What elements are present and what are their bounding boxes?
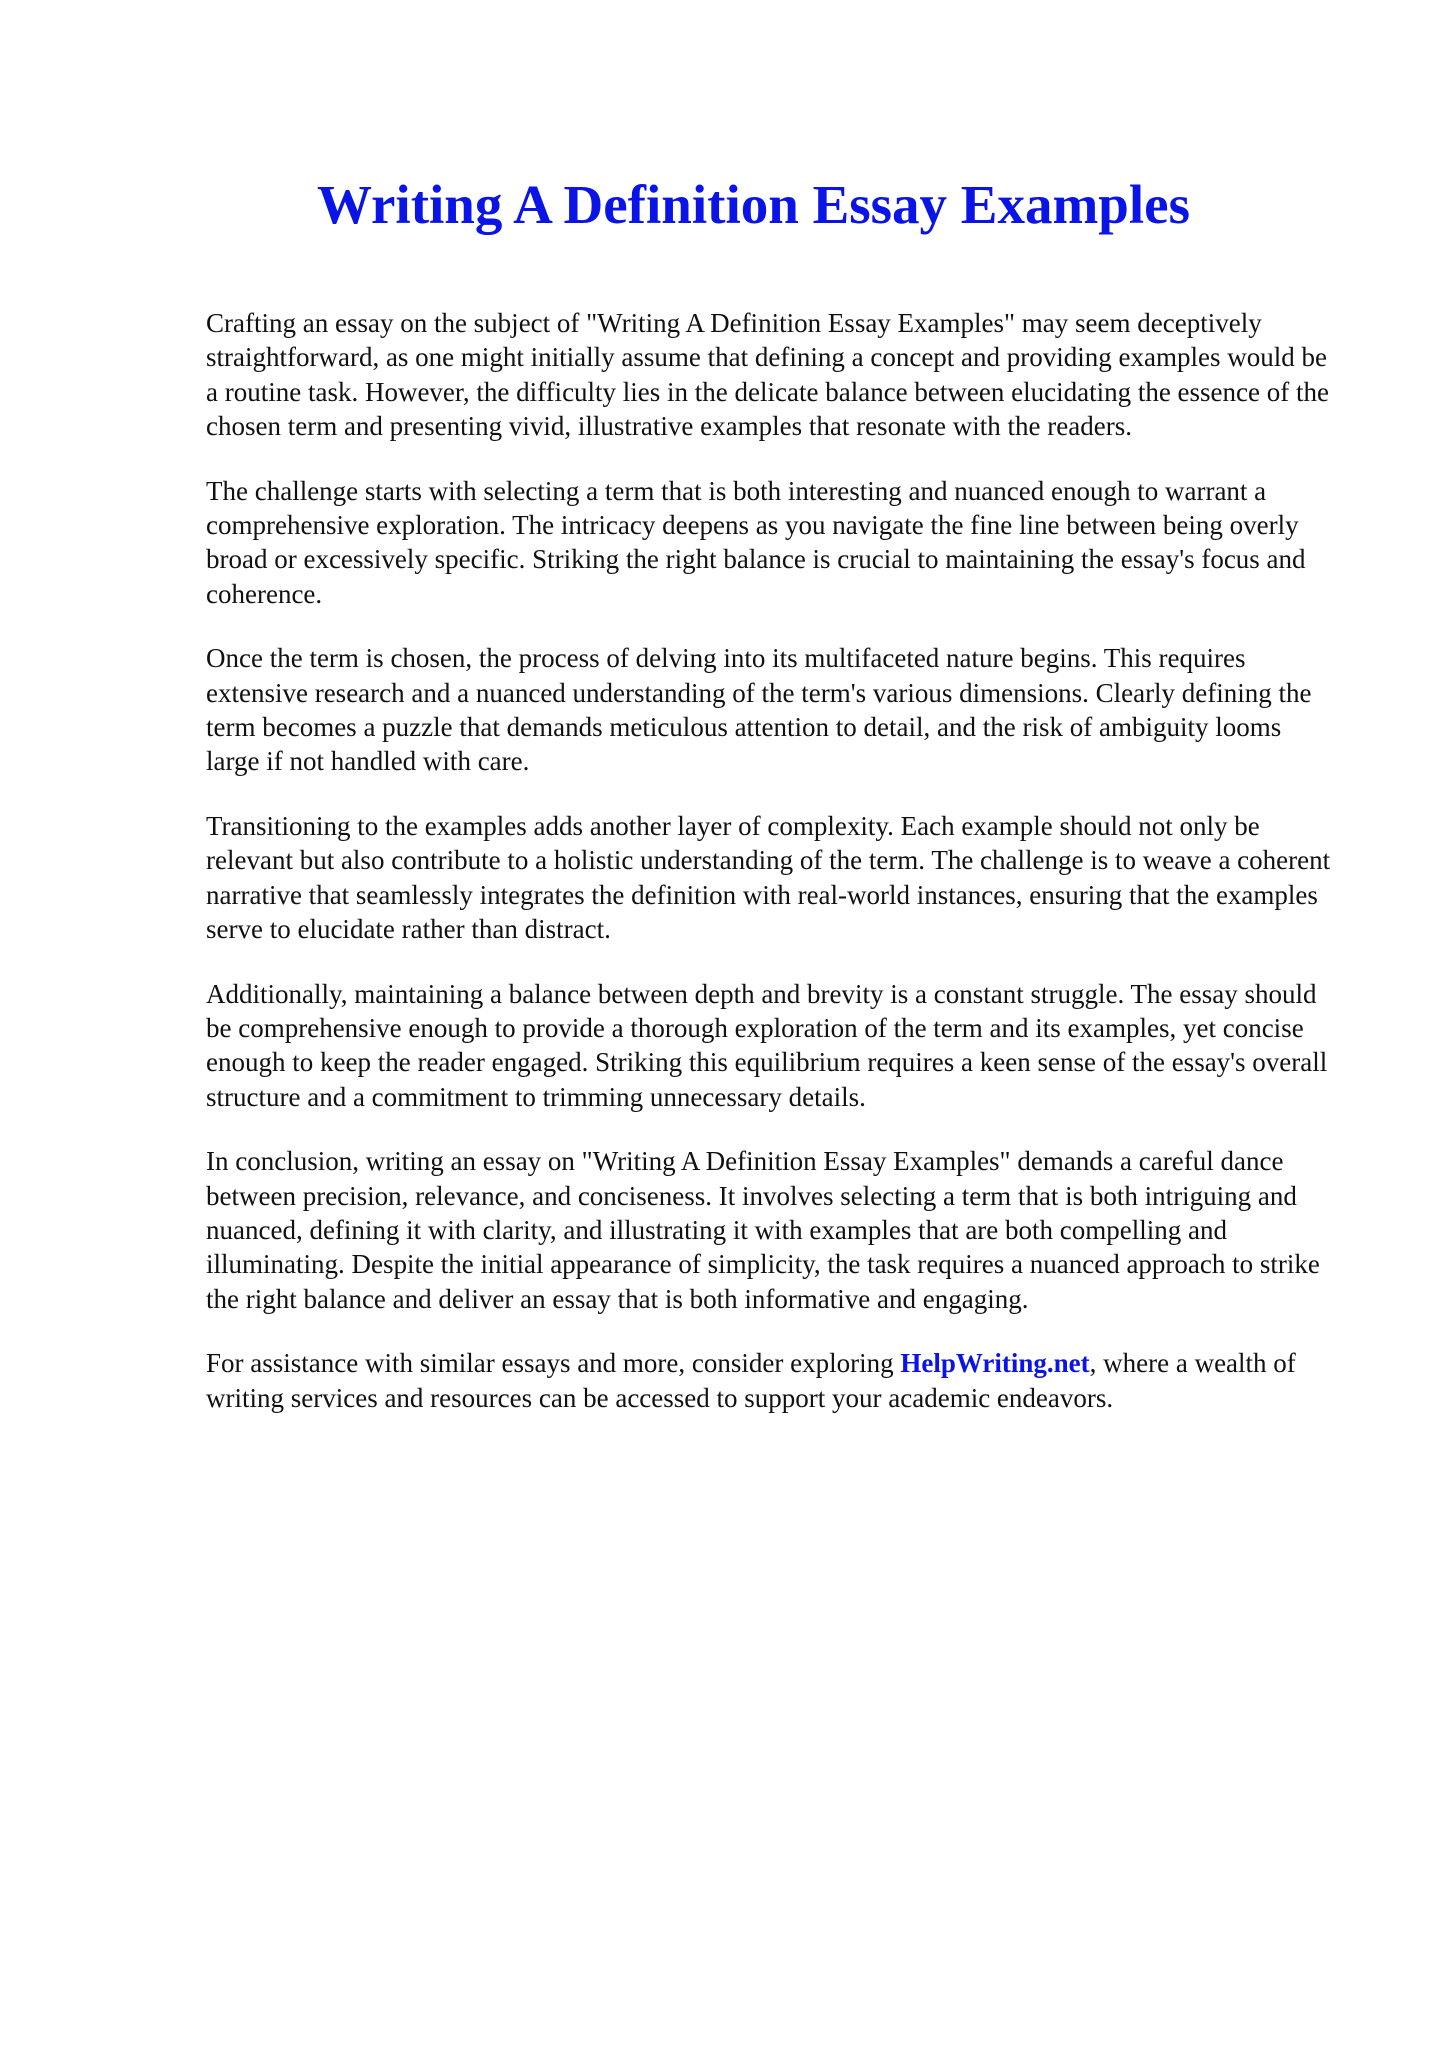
closing-text-after: , where a wealth of writing services and resources can be accessed to support your academic endeavors. [206,1348,1296,1413]
paragraph-5: Additionally, maintaining a balance between depth and brevity is a constant struggle. The essay should be comprehensive enough to provide a thorough exploration of the term and its examples, yet concise enough to keep the reader engaged. Striking this equilibrium requires a keen sense of the essay's overall structure and a commitment to trimming unnecessary details. [206,978,1328,1112]
closing-paragraph [206,1346,1336,1415]
paragraph-6: In conclusion, writing an essay on "Writing A Definition Essay Examples" demands a careful dance between precision, relevance, and conciseness. It involves selecting a term that is both intriguing and nuanced, defining it with clarity, and illustrating it with examples that are both compelling and illuminating. Despite the initial appearance of simplicity, the task requires a nuanced approach to strike the right balance and deliver an essay that is both informative and engaging. [206,1146,1320,1314]
paragraph-2: The challenge starts with selecting a term that is both interesting and nuanced enough to warrant a comprehensive exploration. The intricacy deepens as you navigate the fine line between being overly broad or excessively specific. Striking the right balance is crucial to maintaining the essay's focus and coherence. [206,475,1306,609]
page-title: Writing A Definition Essay Examples [317,174,1190,235]
essay-body [206,306,1336,1445]
closing-text-before: For assistance with similar essays and more, consider exploring [206,1348,901,1379]
paragraph-3: Once the term is chosen, the process of delving into its multifaceted nature begins. This requires extensive research and a nuanced understanding of the term's various dimensions. Clearly defining the term becomes a puzzle that demands meticulous attention to detail, and the risk of ambiguity looms large if not handled with care. [206,643,1312,777]
paragraph-4: Transitioning to the examples adds another layer of complexity. Each example should not only be relevant but also contribute to a holistic understanding of the term. The challenge is to weave a coherent narrative that seamlessly integrates the definition with real-world instances, ensuring that the examples serve to elucidate rather than distract. [206,810,1331,945]
paragraph-1: Crafting an essay on the subject of "Writing A Definition Essay Examples" may seem deceptively straightforward, as one might initially assume that defining a concept and providing examples would be a routine task. However, the difficulty lies in the delicate balance between elucidating the essence of the chosen term and presenting vivid, illustrative examples that resonate with the readers. [206,308,1329,442]
helpwriting-link[interactable]: HelpWriting.net [900,1348,1090,1379]
